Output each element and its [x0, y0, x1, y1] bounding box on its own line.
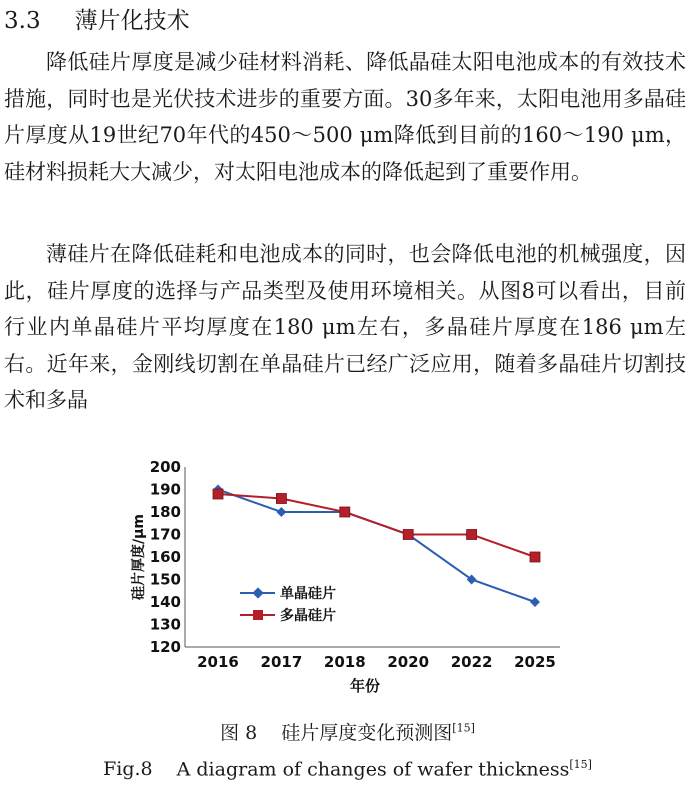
y-axis-label: 硅片厚度/μm	[131, 513, 147, 601]
caption-en-text: A diagram of changes of wafer thickness	[176, 758, 570, 781]
caption-en-ref: [15]	[569, 758, 592, 771]
x-tick-label: 2018	[323, 653, 366, 671]
caption-cn-label: 图 8	[220, 722, 258, 744]
x-tick-label: 2025	[514, 653, 556, 671]
section-title: 薄片化技术	[74, 8, 190, 34]
paragraph-2: 薄硅片在降低硅耗和电池成本的同时，也会降低电池的机械强度，因此，硅片厚度的选择与产品类型及使用环境相关。从图8可以看出，目前行业内单晶硅片平均厚度在180 μm左右，多晶硅片厚度在186 μm左右。近年来，金刚线切割在单晶硅片已经广泛应用，随着多晶硅片切割技术和多晶	[4, 242, 686, 412]
x-axis-label: 年份	[349, 677, 381, 695]
legend-marker-multi	[253, 610, 263, 620]
x-tick-label: 2016	[197, 653, 239, 671]
series-layer	[213, 485, 540, 607]
wafer-thickness-chart	[125, 455, 565, 705]
data-point-mono	[530, 597, 540, 607]
data-point-multi	[340, 507, 350, 517]
figure-caption-en	[0, 758, 695, 780]
legend-label-multi: 多晶硅片	[280, 608, 336, 624]
y-tick-label: 150	[149, 570, 181, 589]
legend	[240, 585, 336, 624]
y-tick-label: 120	[149, 638, 181, 656]
data-point-multi	[276, 494, 286, 504]
data-point-multi	[530, 552, 540, 562]
y-tick-labels	[150, 458, 181, 656]
y-tick-label: 180	[149, 503, 181, 521]
y-tick-label: 170	[149, 525, 181, 544]
series-line-mono	[218, 490, 535, 603]
y-tick-label: 160	[149, 548, 181, 566]
x-tick-labels	[197, 653, 556, 671]
data-point-multi	[403, 530, 413, 540]
legend-marker-mono	[252, 587, 263, 598]
data-point-mono	[276, 507, 286, 517]
y-tick-label: 200	[149, 458, 181, 476]
caption-cn-ref: [15]	[452, 721, 475, 735]
data-point-multi	[467, 530, 477, 540]
x-tick-label: 2017	[260, 653, 303, 671]
y-tick-label: 190	[149, 480, 181, 499]
section-heading	[4, 6, 190, 36]
caption-cn-text: 硅片厚度变化预测图	[281, 722, 453, 744]
paragraph-1: 降低硅片厚度是减少硅材料消耗、降低晶硅太阳电池成本的有效技术措施，同时也是光伏技术进步的重要方面。30多年来，太阳电池用多晶硅片厚度从19世纪70年代的450～500 μm降低到目前的160～190 μm，硅材料损耗大大减少，对太阳电池成本的降低起到了重要作用。	[4, 50, 686, 184]
legend-label-mono: 单晶硅片	[280, 586, 336, 602]
data-point-multi	[213, 489, 223, 499]
section-number: 3.3	[4, 8, 41, 34]
series-line-multi	[218, 494, 535, 557]
y-tick-label: 140	[149, 593, 181, 611]
figure-caption-cn	[0, 718, 695, 745]
caption-en-label: Fig.8	[103, 758, 153, 781]
y-tick-label: 130	[149, 615, 181, 634]
x-tick-label: 2022	[450, 653, 493, 671]
x-tick-label: 2020	[387, 653, 430, 671]
